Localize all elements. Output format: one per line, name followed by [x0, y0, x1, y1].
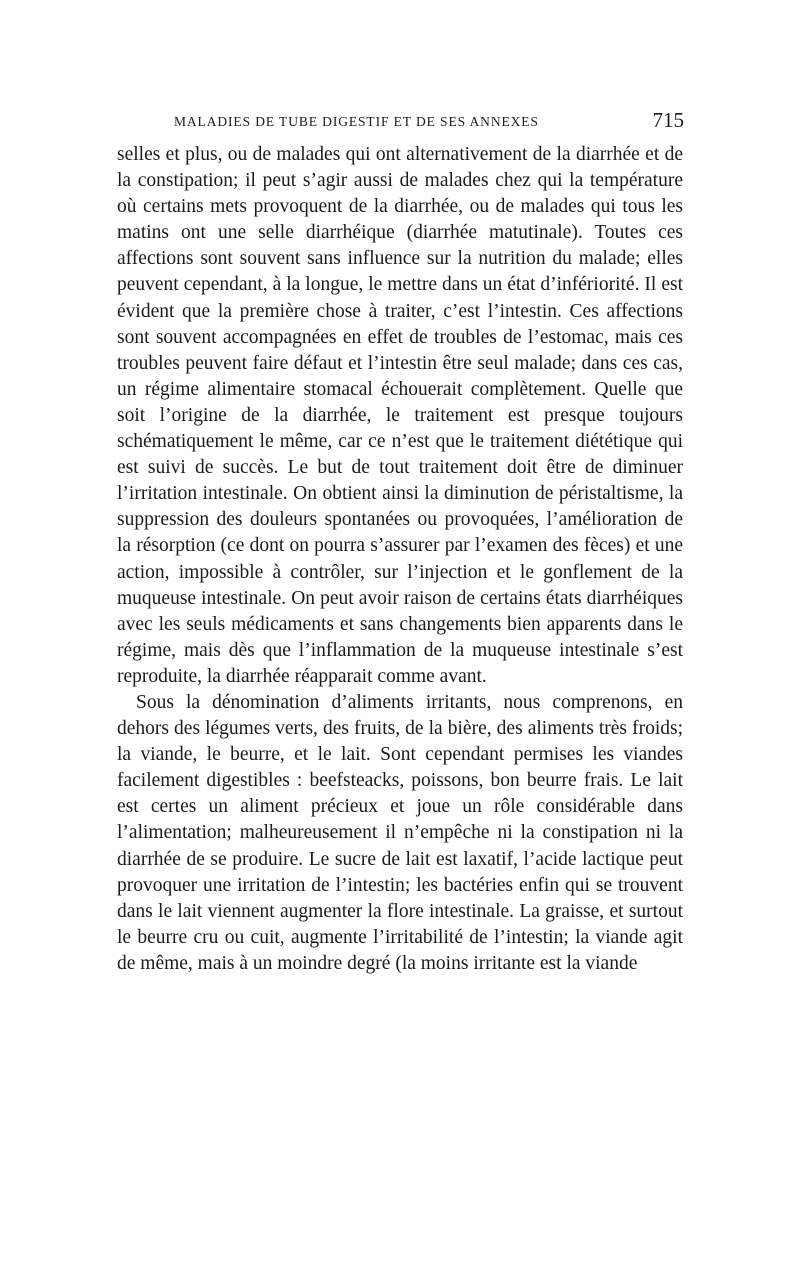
running-head — [174, 104, 684, 134]
paragraph-irritant-foods: Sous la dénomination d’aliments irritants, nous comprenons, en dehors des légumes verts, des fruits, de la bière, des aliments très froids; la viande, le beurre, et le lait. Sont cependant permises les viandes facilement digestibles : beefsteacks, poissons, bon beurre frais. Le lait est certes un aliment précieux et joue un rôle considérable dans l’alimentation; malheureusement il n’empêche ni la constipation ni la diarrhée de se produire. Le sucre de lait est laxatif, l’acide lactique peut provoquer une irritation de l’intestin; les bactéries enfin qui se trouvent dans le lait viennent augmenter la flore intestinale. La graisse, et surtout le beurre cru ou cuit, augmente l’irritabilité de l’intestin; la viande agit de même, mais à un moindre degré (la moins irritante est la viande — [117, 691, 683, 974]
body-text — [117, 142, 683, 977]
paragraph-continued: selles et plus, ou de malades qui ont alternativement de la diarrhée et de la constipation; il peut s’agir aussi de malades chez qui la température où certains mets provoquent de la diarrhée, ou de malades qui tous les matins ont une selle diarrhéique (diarrhée matutinale). Toutes ces affections sont souvent sans influence sur la nutrition du malade; elles peuvent cependant, à la longue, le mettre dans un état d’infériorité. Il est évident que la première chose à traiter, c’est l’intestin. Ces affections sont souvent accompagnées en effet de troubles de l’estomac, mais ces troubles peuvent faire défaut et l’intestin être seul malade; dans ces cas, un régime alimentaire stomacal échouerait complètement. Quelle que soit l’origine de la diarrhée, le traitement est presque toujours schématiquement le même, car ce n’est que le traitement diététique qui est suivi de succès. Le but de tout traitement doit être de diminuer l’irritation intestinale. On obtient ainsi la diminution de péristaltisme, la suppression des douleurs spontanées ou provoquées, l’amélioration de la résorption (ce dont on pourra s’assurer par l’examen des fèces) et une action, impossible à contrôler, sur l’injection et le gonflement de la muqueuse intestinale. On peut avoir raison de certains états diarrhéiques avec les seuls médicaments et sans changements bien apparents dans le régime, mais dès que l’inflammation de la muqueuse intestinale s’est reproduite, la diarrhée réapparait comme avant. — [117, 144, 683, 687]
page-number: 715 — [652, 108, 684, 132]
running-title: MALADIES DE TUBE DIGESTIF ET DE SES ANNEXES — [174, 114, 539, 129]
